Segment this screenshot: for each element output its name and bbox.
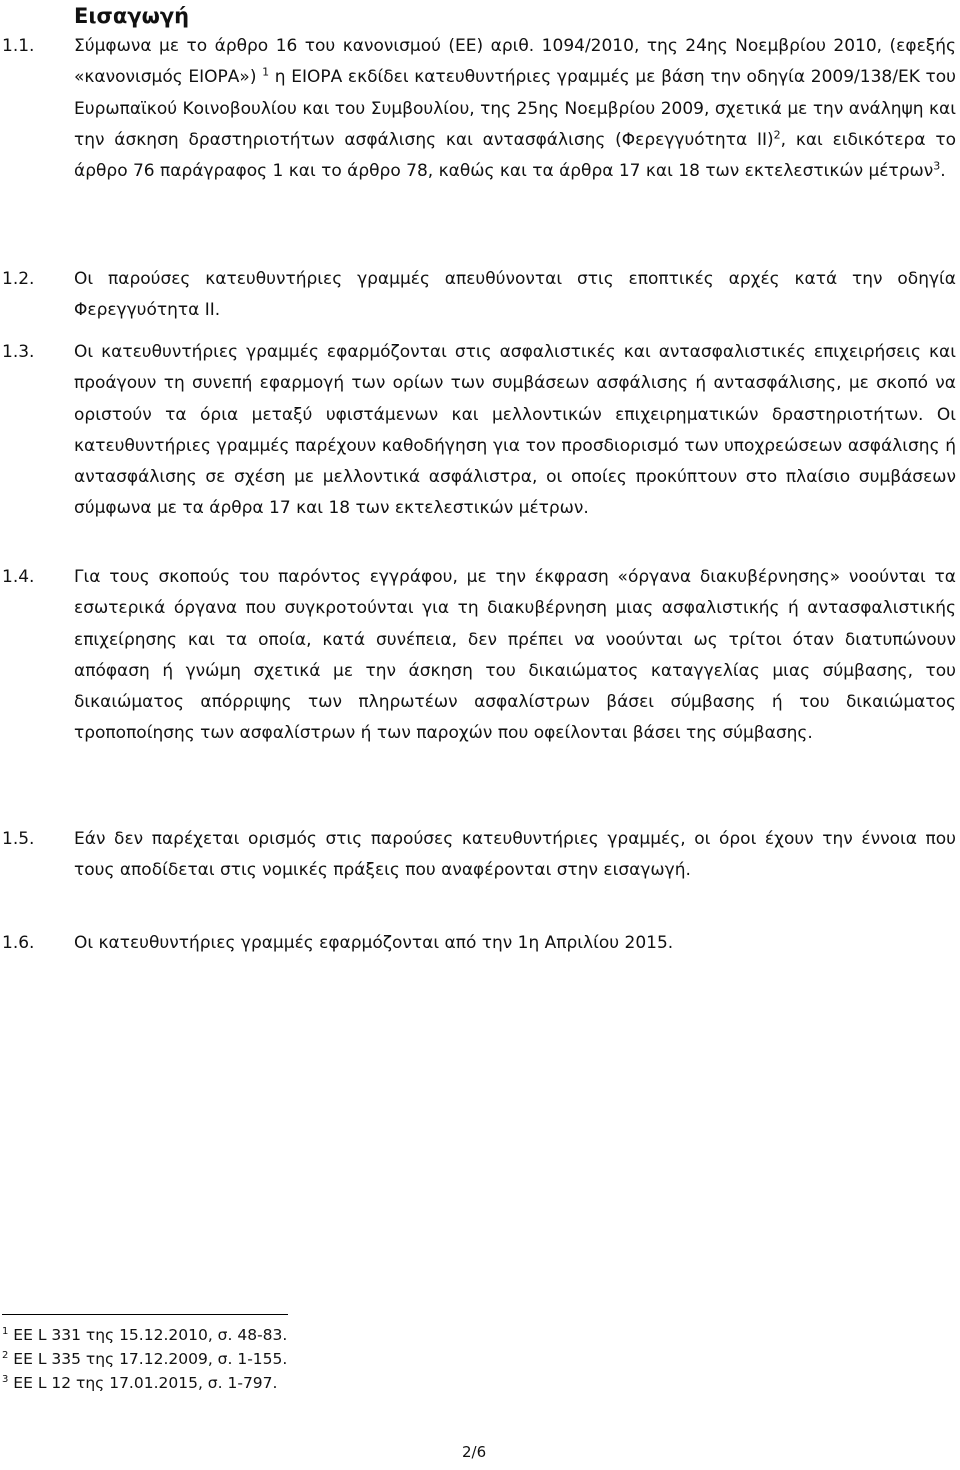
section-heading: Εισαγωγή <box>74 4 190 28</box>
paragraph-number: 1.3. <box>2 342 35 362</box>
text-run: Οι κατευθυντήριες γραμμές εφαρμόζονται από την 1η Απριλίου 2015. <box>74 933 674 953</box>
paragraph-text <box>74 928 956 959</box>
paragraph-number: 1.6. <box>2 933 35 953</box>
paragraph-text <box>74 337 956 525</box>
footnote-mark: 2 <box>2 1349 9 1361</box>
text-run: Για τους σκοπούς του παρόντος εγγράφου, με την έκφραση «όργανα διακυβέρνησης» νοούνται τα εσωτερικά όργανα που συγκροτούνται για τη διακυβέρνηση μιας ασφαλιστικής ή αντασφαλιστικής επιχείρησης και τα οποία, κατά συνέπεια, δεν πρέπει να νοούνται ως τρίτοι όταν διατυπώνουν απόφαση ή γνώμη σχετικά με την άσκηση του δικαιώματος καταγγελίας μιας σύμβασης, του δικαιώματος απόρριψης των πληρωτέων ασφαλίστρων βάσει σύμβασης ή του δικαιώματος τροποποίησης των ασφαλίστρων ή των παροχών που οφείλονται βάσει της σύμβασης. <box>74 567 956 744</box>
text-run: . <box>940 161 946 182</box>
text-run: η ΕΙΟΡΑ εκδίδει κατευθυντήριες γραμμές με βάση την οδηγία 2009/138/ΕΚ του Ευρωπαϊκού Κοινοβουλίου και του Συμβουλίου, της 25ης Νοεμβρίου 2009, σχετικά με την ανάληψη και την άσκηση δραστηριοτήτων ασφάλισης και αντασφάλισης (Φερεγγυότητα ΙΙ) <box>74 67 956 150</box>
paragraph-number: 1.5. <box>2 829 35 849</box>
text-run: Οι παρούσες κατευθυντήριες γραμμές απευθύνονται στις εποπτικές αρχές κατά την οδηγία Φερεγγυότητα ΙΙ. <box>74 269 956 321</box>
footnotes <box>2 1323 287 1395</box>
text-run: , και ειδικότερα το άρθρο 76 παράγραφος 1 και το άρθρο 78, καθώς και τα άρθρα 17 και 18 των εκτελεστικών μέτρων <box>74 129 956 182</box>
text-run: Σύμφωνα με το άρθρο 16 του κανονισμού (ΕΕ) αριθ. 1094/2010, της 24ης Νοεμβρίου 2010, (εφεξής «κανονισμός ΕΙΟΡΑ») <box>74 36 956 88</box>
paragraph-number: 1.1. <box>2 36 35 56</box>
footnote-ref-2[interactable]: 2 <box>773 128 781 142</box>
paragraph-text <box>74 264 956 327</box>
text-run: Εάν δεν παρέχεται ορισμός στις παρούσες κατευθυντήριες γραμμές, οι όροι έχουν την έννοια που τους αποδίδεται στις νομικές πράξεις που αναφέρονται στην εισαγωγή. <box>74 829 956 881</box>
footnote-2 <box>2 1347 287 1371</box>
footnote-text: ΕΕ L 12 της 17.01.2015, σ. 1-797. <box>8 1374 278 1392</box>
footnote-separator <box>2 1314 288 1315</box>
footnote-mark: 1 <box>2 1325 9 1337</box>
footnote-1 <box>2 1323 287 1347</box>
footnote-text: ΕΕ L 331 της 15.12.2010, σ. 48-83. <box>8 1326 288 1344</box>
paragraph-number: 1.4. <box>2 567 35 587</box>
text-run: Οι κατευθυντήριες γραμμές εφαρμόζονται στις ασφαλιστικές και αντασφαλιστικές επιχειρήσεις και προάγουν τη συνεπή εφαρμογή των ορίων των συμβάσεων ασφάλισης ή αντασφάλισης, με σκοπό να οριστούν τα όρια μεταξύ υφιστάμενων και μελλοντικών επιχειρηματικών δραστηριοτήτων. Οι κατευθυντήριες γραμμές παρέχουν καθοδήγηση για τον προσδιορισμό των υποχρεώσεων ασφάλισης ή αντασφάλισης σε σχέση με μελλοντικά ασφάλιστρα, οι οποίες προκύπτουν στο πλαίσιο συμβάσεων σύμφωνα με τα άρθρα 17 και 18 των εκτελεστικών μέτρων. <box>74 342 956 519</box>
footnote-3 <box>2 1371 287 1395</box>
paragraph-text <box>74 562 956 750</box>
footnote-ref-1[interactable]: 1 <box>262 65 270 79</box>
footnote-ref-3[interactable]: 3 <box>933 159 941 173</box>
footnote-text: ΕΕ L 335 της 17.12.2009, σ. 1-155. <box>8 1350 288 1368</box>
page-number: 2/6 <box>462 1443 487 1461</box>
paragraph-number: 1.2. <box>2 269 35 289</box>
footnote-mark: 3 <box>2 1373 9 1385</box>
paragraph-text <box>74 824 956 887</box>
paragraph-text <box>74 31 956 187</box>
